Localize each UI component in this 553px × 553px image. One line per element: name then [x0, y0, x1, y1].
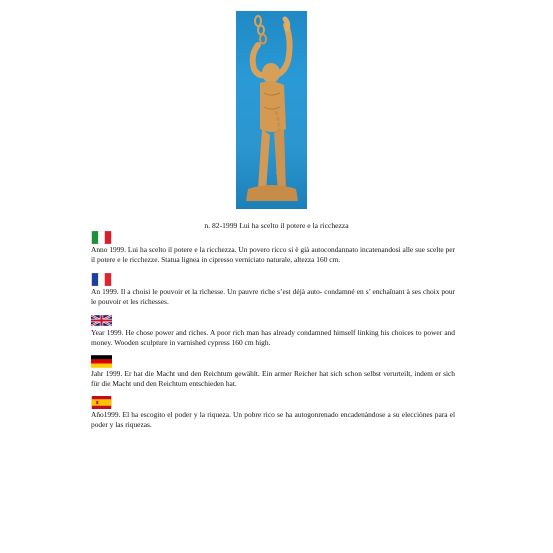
entry-english [91, 314, 455, 349]
wooden-sculpture-image [236, 11, 307, 209]
entry-french [91, 273, 455, 308]
entry-text-spanish: Año1999. El ha escogito el poder y la riqueza. Un pobre rico se ha autogonrenado encadenàndose a su elecciònes para el poder y las riquezas. [91, 410, 455, 430]
italy-flag-icon [91, 231, 112, 244]
uk-flag-icon [91, 314, 112, 327]
entry-text-german: Jahr 1999. Er hat die Macht und den Reichtum gewählt. Ein armer Reicher hat sich schon selbst verurteilt, indem er sich für die Macht und den Reichtum entschieden hat. [91, 369, 455, 389]
france-flag-icon [91, 273, 112, 286]
entry-text-french: An 1999. Il a choisi le pouvoir et la richesse. Un pauvre riche s’est déjà auto- condamné en s’ enchaînant à ses choix pour le pouvoir et les richesses. [91, 287, 455, 307]
photo-caption: n. 82-1999 Lui ha scelto il potere e la ricchezza [204, 221, 349, 230]
sculpture-photo [236, 11, 307, 209]
entry-german [91, 355, 455, 390]
spain-flag-icon [91, 396, 112, 409]
entry-italian [91, 231, 455, 266]
germany-flag-icon [91, 355, 112, 368]
entry-text-english: Year 1999. He chose power and riches. A poor rich man has already condamned himself linking his choices to power and money. Wooden sculpture in varnished cypress 160 cm high. [91, 328, 455, 348]
entry-spanish [91, 396, 455, 431]
entry-text-italian: Anno 1999. Lui ha scelto il potere e la ricchezza. Un povero ricco si è già autocondannato incatenandosi alle sue scelte per il potere e le ricchezze. Statua lignea in cipresso verniciato naturale, altezza 160 cm. [91, 245, 455, 265]
